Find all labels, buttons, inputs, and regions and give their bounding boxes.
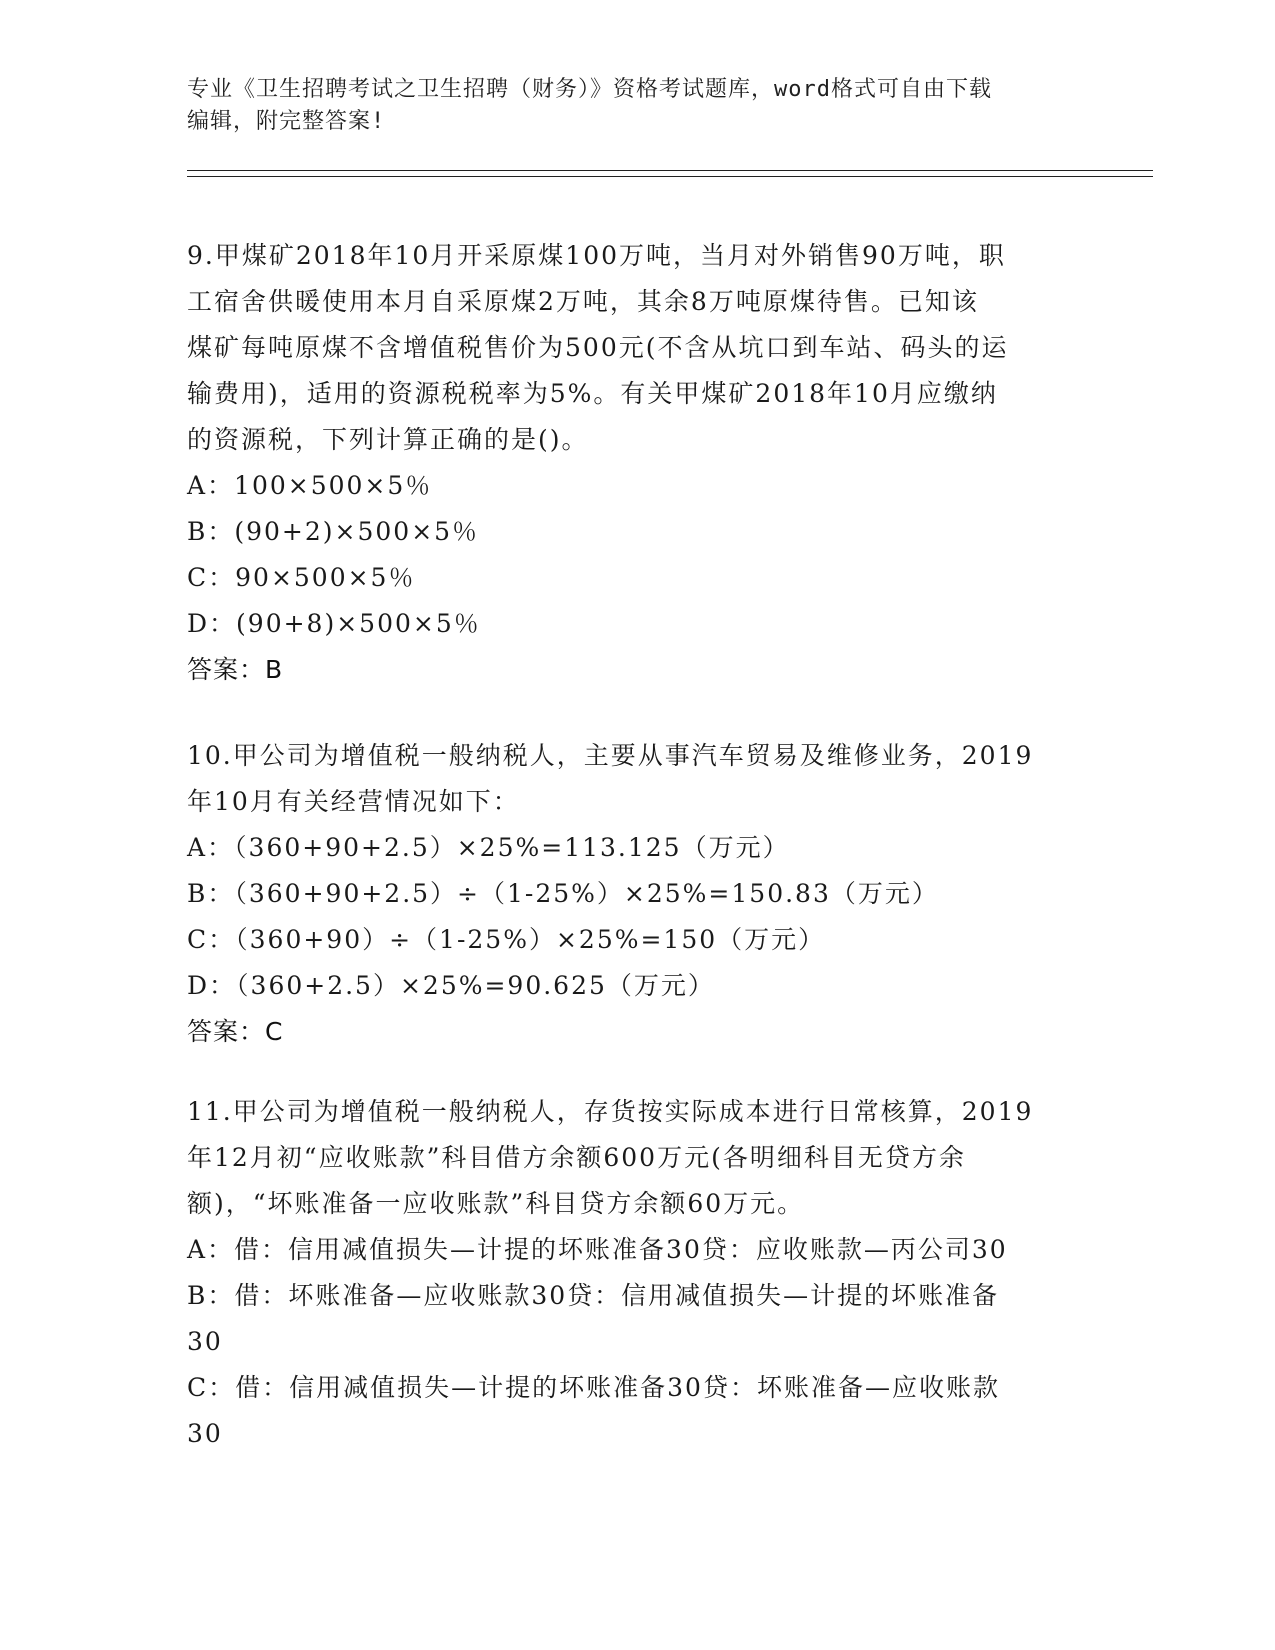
question-text-line: 额)，“坏账准备一应收账款”科目贷方余额60万元。 (187, 1189, 805, 1218)
question-10 (187, 733, 1087, 1055)
option-a: A：借：信用减值损失—计提的坏账准备30贷：应收账款—丙公司30 (187, 1235, 1008, 1264)
question-text-line: 的资源税，下列计算正确的是()。 (187, 425, 589, 454)
question-text-line: 11.甲公司为增值税一般纳税人，存货按实际成本进行日常核算，2019 (187, 1097, 1034, 1126)
answer-label: 答案：C (187, 1017, 284, 1046)
header-rule-top (187, 170, 1153, 171)
question-text-line: 10.甲公司为增值税一般纳税人，主要从事汽车贸易及维修业务，2019 (187, 741, 1034, 770)
option-c: C：借：信用减值损失—计提的坏账准备30贷：坏账准备—应收账款 (187, 1373, 1000, 1402)
option-c: C：90×500×5％ (187, 563, 416, 592)
option-b: B：借：坏账准备—应收账款30贷：信用减值损失—计提的坏账准备 (187, 1281, 1000, 1310)
option-b: B：（360+90+2.5）÷（1-25%）×25%=150.83（万元） (187, 879, 939, 908)
question-9 (187, 233, 1087, 693)
question-text-line: 年12月初“应收账款”科目借方余额600万元(各明细科目无贷方余 (187, 1143, 966, 1172)
header-line-1: 专业《卫生招聘考试之卫生招聘（财务）》资格考试题库，word格式可自由下载 (187, 77, 992, 102)
option-c-continued: 30 (187, 1419, 223, 1448)
option-b: B：(90+2)×500×5％ (187, 517, 480, 546)
option-d: D：（360+2.5）×25%=90.625（万元） (187, 971, 715, 1000)
question-text-line: 年10月有关经营情况如下： (187, 787, 520, 816)
document-header (187, 74, 1077, 138)
question-text-line: 9.甲煤矿2018年10月开采原煤100万吨，当月对外销售90万吨，职 (187, 241, 1006, 270)
question-text-line: 煤矿每吨原煤不含增值税售价为500元(不含从坑口到车站、码头的运 (187, 333, 1009, 362)
header-rule-bottom (187, 176, 1153, 177)
option-a: A：100×500×5％ (187, 471, 433, 500)
question-text-line: 工宿舍供暖使用本月自采原煤2万吨，其余8万吨原煤待售。已知该 (187, 287, 979, 316)
option-c: C：（360+90）÷（1-25%）×25%=150（万元） (187, 925, 826, 954)
question-11 (187, 1089, 1087, 1457)
option-d: D：(90+8)×500×5％ (187, 609, 481, 638)
question-text-line: 输费用)，适用的资源税税率为5%。有关甲煤矿2018年10月应缴纳 (187, 379, 998, 408)
header-line-2: 编辑，附完整答案! (187, 109, 386, 134)
option-b-continued: 30 (187, 1327, 223, 1356)
option-a: A：（360+90+2.5）×25%=113.125（万元） (187, 833, 790, 862)
answer-label: 答案：B (187, 655, 284, 684)
